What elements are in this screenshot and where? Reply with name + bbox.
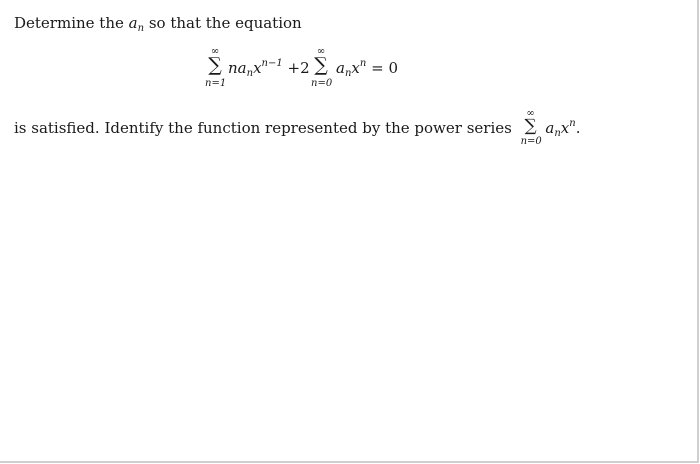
term2-coeff: a	[336, 59, 345, 77]
line2-term: a	[545, 119, 555, 137]
term-2	[336, 58, 398, 79]
sum1-lower-limit: n=1	[205, 78, 227, 89]
line2-term-sub: n	[554, 128, 561, 139]
term2-x: x	[351, 59, 360, 77]
line2-text: is satisfied. Identify the function represented by the power series	[14, 119, 512, 137]
line2-term-sup: n	[569, 118, 576, 129]
line1-var: a	[128, 14, 138, 32]
sum1-upper-limit: ∞	[210, 46, 220, 57]
plus-coeff: +2	[287, 59, 310, 77]
sum2-symbol: ∑	[314, 54, 328, 76]
inline-sum-symbol: ∑	[524, 116, 537, 136]
term-1	[228, 58, 310, 79]
line2-end: .	[575, 119, 581, 137]
line2-term-x: x	[560, 119, 570, 137]
equation-rhs: = 0	[371, 59, 398, 77]
sum2-upper-limit: ∞	[316, 46, 326, 57]
term2-sup: n	[359, 58, 367, 69]
sum2-lower-limit: n=0	[311, 78, 333, 89]
line1-prefix: Determine the	[14, 14, 124, 32]
inline-sum-upper-limit: ∞	[526, 108, 535, 119]
inline-sum-lower-limit: n=0	[520, 136, 542, 147]
term1-sup: n−1	[261, 58, 283, 69]
line1-var-sub: n	[137, 23, 145, 34]
sum1-symbol: ∑	[208, 54, 222, 76]
term2-sub: n	[344, 68, 352, 79]
line1-suffix: so that the equation	[148, 14, 302, 32]
inline-sum-operator	[520, 108, 542, 147]
term1-x: x	[253, 59, 262, 77]
term1-sub: n	[246, 68, 254, 79]
term1-coeff: na	[228, 59, 247, 77]
problem-line-1	[14, 14, 302, 34]
problem-line-2	[14, 108, 581, 147]
